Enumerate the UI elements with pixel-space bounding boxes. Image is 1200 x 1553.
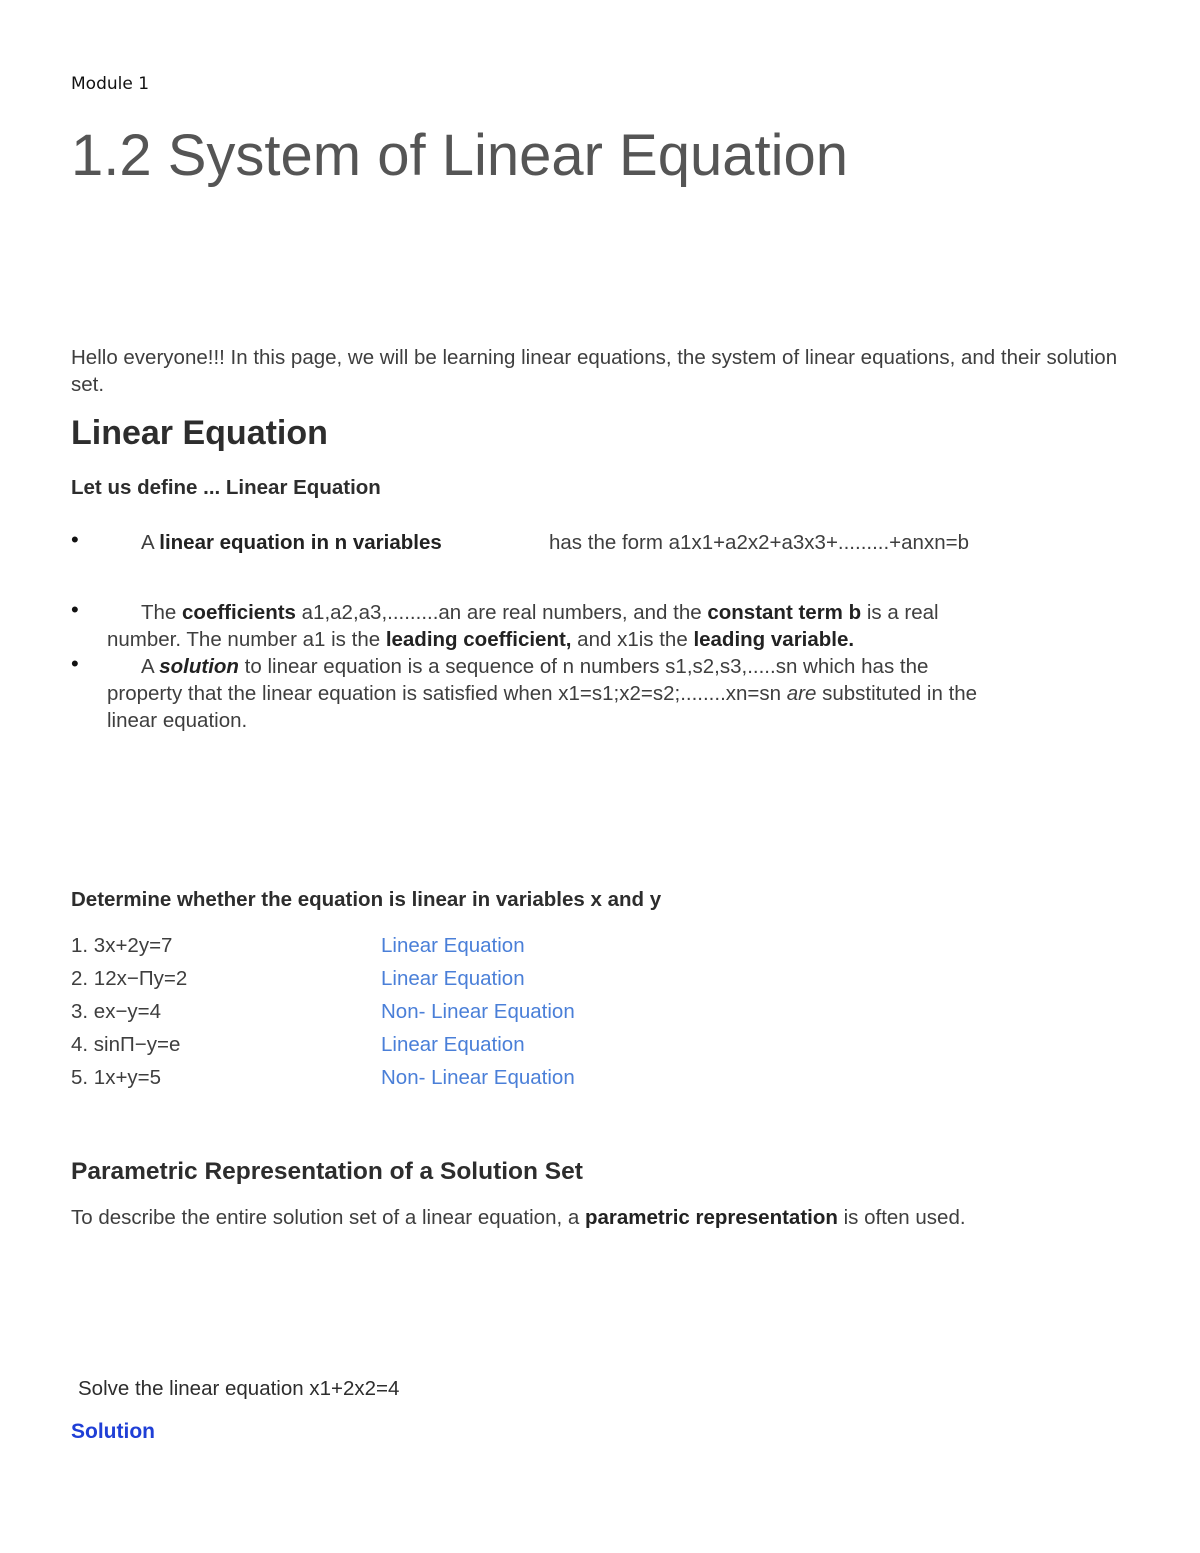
bullet-2-line-2 <box>107 626 854 653</box>
exercise-answer: Linear Equation <box>381 1033 525 1056</box>
term-leading-variable: leading variable. <box>693 628 855 651</box>
text-run: is a real <box>861 601 939 624</box>
bullet-1-text <box>141 529 442 556</box>
bullet-marker: • <box>71 527 79 552</box>
exercise-answer: Linear Equation <box>381 967 525 990</box>
bullet-2-line-1 <box>141 599 939 626</box>
module-label: Module 1 <box>71 74 150 94</box>
text-run: a1,a2,a3,.........an are real numbers, and the <box>295 601 708 624</box>
page-title: 1.2 System of Linear Equation <box>71 123 849 188</box>
intro-paragraph: Hello everyone!!! In this page, we will be learning linear equations, the system of linear equations, and their solution set. <box>71 346 1118 396</box>
term-constant: constant term b <box>707 601 862 624</box>
term-coefficients: coefficients <box>182 601 296 624</box>
bullet-1-form: has the form a1x1+a2x2+a3x3+.........+anxn=b <box>549 531 969 554</box>
bullet-1-prefix: A <box>141 531 160 554</box>
section-heading-linear-equation: Linear Equation <box>71 414 328 452</box>
text-run: substituted in the <box>816 682 978 705</box>
term-leading-coefficient: leading coefficient, <box>385 628 572 651</box>
exercise-question: 3. ex−y=4 <box>71 1000 162 1023</box>
text-run: To describe the entire solution set of a linear equation, a <box>71 1206 585 1229</box>
text-run: The <box>141 601 183 624</box>
bullet-3-line-1 <box>141 653 928 680</box>
italic-are: are <box>786 682 817 705</box>
exercise-question: 2. 12x−Πy=2 <box>71 967 188 990</box>
bullet-3-line-3: linear equation. <box>107 709 248 732</box>
section-heading-parametric: Parametric Representation of a Solution Set <box>71 1158 583 1185</box>
bullet-3-line-2 <box>107 680 977 707</box>
parametric-paragraph <box>71 1206 966 1230</box>
exercise-answer: Linear Equation <box>381 934 525 957</box>
bullet-1-bold: linear equation in n variables <box>159 531 442 554</box>
text-run: is often used. <box>837 1206 966 1229</box>
solution-label: Solution <box>71 1420 155 1443</box>
exercise-question: 4. sinΠ−y=e <box>71 1033 181 1056</box>
exercise-heading: Determine whether the equation is linear in variables x and y <box>71 888 662 911</box>
text-run: to linear equation is a sequence of n numbers s1,s2,s3,.....sn which has the <box>238 655 929 678</box>
exercise-answer: Non- Linear Equation <box>381 1000 575 1023</box>
exercise-answer: Non- Linear Equation <box>381 1066 575 1089</box>
term-solution: solution <box>159 655 239 678</box>
exercise-question: 1. 3x+2y=7 <box>71 934 173 957</box>
bullet-marker: • <box>71 597 79 622</box>
text-run: and x1is the <box>571 628 694 651</box>
text-run: A <box>141 655 160 678</box>
text-run: number. The number a1 is the <box>107 628 386 651</box>
definition-subheading: Let us define ... Linear Equation <box>71 476 381 499</box>
solve-prompt: Solve the linear equation x1+2x2=4 <box>78 1377 400 1400</box>
bullet-marker: • <box>71 651 79 676</box>
term-parametric-representation: parametric representation <box>584 1206 838 1229</box>
text-run: property that the linear equation is satisfied when x1=s1;x2=s2;........xn=sn <box>107 682 787 705</box>
exercise-question: 5. 1x+y=5 <box>71 1066 162 1089</box>
